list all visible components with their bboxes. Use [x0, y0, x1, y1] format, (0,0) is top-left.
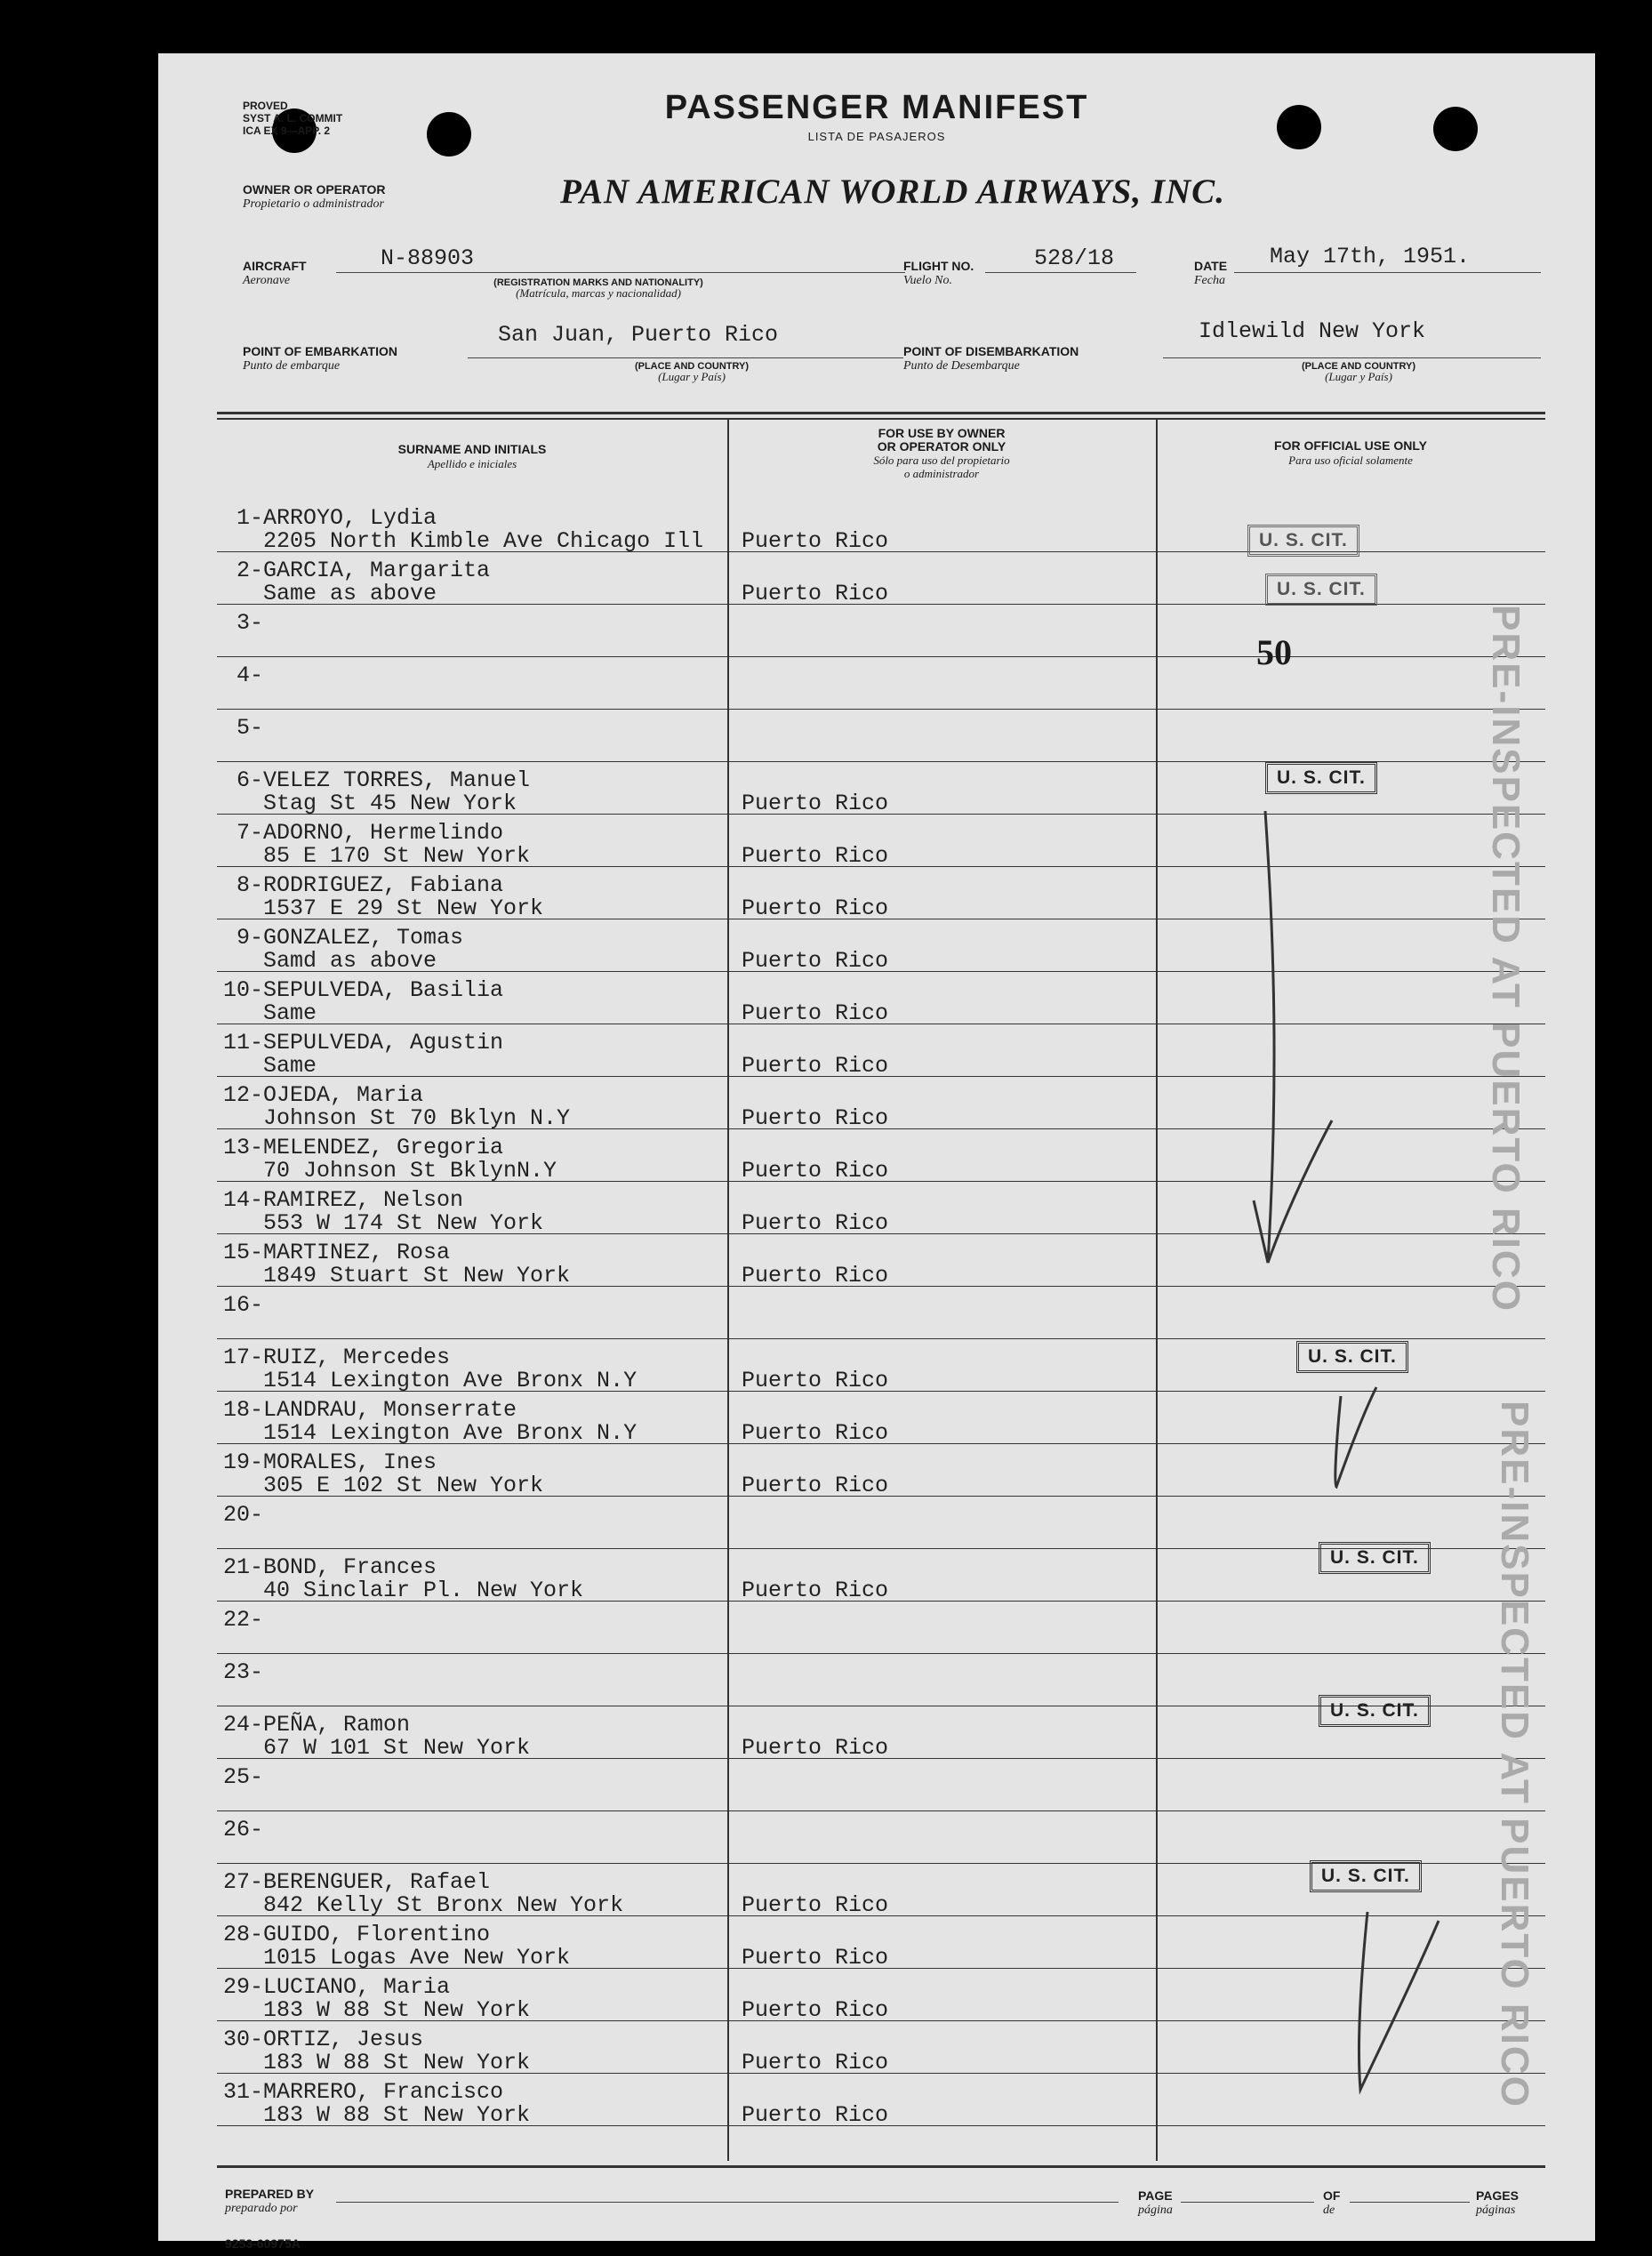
table-row [158, 1916, 1595, 1969]
passenger-origin: Puerto Rico [742, 948, 889, 974]
row-number: 12- [222, 1082, 263, 1108]
passenger-name: RUIZ, Mercedes [263, 1345, 451, 1370]
table-row [158, 605, 1595, 657]
passenger-origin: Puerto Rico [742, 1105, 889, 1131]
table-top-rule [217, 412, 1545, 414]
row-number: 11- [222, 1030, 263, 1056]
passenger-address: 85 E 170 St New York [263, 843, 531, 869]
date-value: May 17th, 1951. [1270, 244, 1471, 269]
passenger-address: 1514 Lexington Ave Bronx N.Y [263, 1420, 638, 1446]
table-row [158, 1392, 1595, 1444]
row-number: 31- [222, 2079, 263, 2105]
passenger-address: 2205 North Kimble Ave Chicago Ill [263, 528, 704, 554]
aircraft-label: AIRCRAFT Aeronave [243, 259, 307, 287]
table-row [158, 552, 1595, 605]
table-row [158, 1759, 1595, 1811]
page-title: PASSENGER MANIFEST [664, 89, 1089, 126]
page-label: PAGE página [1138, 2188, 1173, 2217]
row-number: 8- [236, 872, 263, 898]
company-name: PAN AMERICAN WORLD AIRWAYS, INC. [560, 173, 1225, 211]
passenger-address: 1015 Logas Ave New York [263, 1945, 571, 1971]
row-number: 21- [222, 1554, 263, 1580]
row-number: 28- [222, 1922, 263, 1947]
embarkation-label: POINT OF EMBARKATION Punto de embarque [243, 344, 397, 373]
table-row [158, 1811, 1595, 1864]
form-number: 9253-60975A [225, 2236, 301, 2251]
passenger-name: LUCIANO, Maria [263, 1974, 451, 2000]
passenger-address: 183 W 88 St New York [263, 1997, 531, 2023]
passenger-address: Samd as above [263, 948, 437, 974]
passenger-name: BOND, Frances [263, 1554, 437, 1580]
embarkation-place-note: (PLACE AND COUNTRY) (Lugar y País) [634, 361, 750, 383]
us-citizen-stamp: U. S. CIT. [1310, 1860, 1422, 1892]
flight-value: 528/18 [1034, 245, 1115, 271]
disembarkation-label: POINT OF DISEMBARKATION Punto de Desembarque [903, 344, 1079, 373]
row-number: 23- [222, 1659, 263, 1685]
passenger-origin: Puerto Rico [742, 791, 889, 816]
row-number: 30- [222, 2027, 263, 2052]
passenger-name: MELENDEZ, Gregoria [263, 1135, 504, 1160]
passenger-origin: Puerto Rico [742, 1158, 889, 1184]
passenger-name: ORTIZ, Jesus [263, 2027, 424, 2052]
name-column-header: SURNAME AND INITIALS Apellido e iniciales [397, 442, 547, 470]
field-line [1181, 2202, 1314, 2203]
passenger-address: Johnson St 70 Bklyn N.Y [263, 1105, 571, 1131]
passenger-origin: Puerto Rico [742, 1210, 889, 1236]
field-line [468, 357, 903, 358]
table-row [158, 919, 1595, 972]
us-citizen-stamp: U. S. CIT. [1265, 574, 1377, 606]
us-citizen-stamp: U. S. CIT. [1296, 1341, 1408, 1373]
row-number: 15- [222, 1240, 263, 1265]
passenger-origin: Puerto Rico [742, 1473, 889, 1498]
table-row [158, 500, 1595, 552]
row-number: 6- [236, 767, 263, 793]
row-number: 17- [222, 1345, 263, 1370]
passenger-address: 1514 Lexington Ave Bronx N.Y [263, 1368, 638, 1393]
disembarkation-place-note: (PLACE AND COUNTRY) (Lugar y País) [1301, 361, 1416, 383]
passenger-name: SEPULVEDA, Agustin [263, 1030, 504, 1056]
passenger-address: 842 Kelly St Bronx New York [263, 1892, 624, 1918]
row-number: 24- [222, 1712, 263, 1738]
row-number: 26- [222, 1817, 263, 1843]
table-row [158, 2021, 1595, 2074]
table-row [158, 1969, 1595, 2021]
table-row [158, 1234, 1595, 1287]
row-number: 18- [222, 1397, 263, 1423]
table-row [158, 1024, 1595, 1077]
table-row [158, 710, 1595, 762]
pages-label: PAGES páginas [1476, 2188, 1519, 2217]
passenger-name: ARROYO, Lydia [263, 505, 437, 531]
passenger-origin: Puerto Rico [742, 528, 889, 554]
row-number: 14- [222, 1187, 263, 1213]
us-citizen-stamp: U. S. CIT. [1319, 1695, 1431, 1727]
row-number: 4- [236, 662, 263, 688]
passenger-origin: Puerto Rico [742, 1263, 889, 1289]
row-number: 2- [236, 558, 263, 583]
flight-label: FLIGHT NO. Vuelo No. [903, 259, 974, 287]
passenger-address: 183 W 88 St New York [263, 2050, 531, 2075]
passenger-origin: Puerto Rico [742, 2050, 889, 2075]
row-number: 20- [222, 1502, 263, 1528]
passenger-address: Same as above [263, 581, 437, 606]
passenger-address: 40 Sinclair Pl. New York [263, 1578, 584, 1603]
passenger-origin: Puerto Rico [742, 1997, 889, 2023]
disembarkation-value: Idlewild New York [1199, 318, 1426, 344]
row-number: 27- [222, 1869, 263, 1895]
passenger-name: RAMIREZ, Nelson [263, 1187, 464, 1213]
passenger-address: 1537 E 29 St New York [263, 895, 544, 921]
passenger-address: 67 W 101 St New York [263, 1735, 531, 1761]
approval-note: PROVED SYST A. L. COMMIT ICA EX 9—APP. 2 [243, 100, 343, 137]
passenger-address: 70 Johnson St BklynN.Y [263, 1158, 557, 1184]
passenger-address: Same [263, 1053, 317, 1079]
owner-label: OWNER OR OPERATOR Propietario o administrador [243, 182, 386, 211]
of-label: OF de [1323, 2188, 1341, 2217]
manifest-sheet [158, 53, 1595, 2251]
passenger-origin: Puerto Rico [742, 1053, 889, 1079]
footer-rule [217, 2165, 1545, 2168]
passenger-name: GUIDO, Florentino [263, 1922, 491, 1947]
table-row [158, 815, 1595, 867]
field-line [985, 272, 1136, 273]
passenger-address: 305 E 102 St New York [263, 1473, 544, 1498]
row-number: 13- [222, 1135, 263, 1160]
passenger-origin: Puerto Rico [742, 1578, 889, 1603]
passenger-name: OJEDA, Maria [263, 1082, 424, 1108]
passenger-name: MARRERO, Francisco [263, 2079, 504, 2105]
passenger-name: GARCIA, Margarita [263, 558, 491, 583]
page-subtitle: LISTA DE PASAJEROS [807, 130, 946, 143]
row-number: 5- [236, 715, 263, 741]
count-mark: 50 [1256, 632, 1292, 672]
row-number: 29- [222, 1974, 263, 2000]
pre-inspected-stamp: PRE-INSPECTED AT PUERTO RICO [1493, 1401, 1536, 2108]
passenger-origin: Puerto Rico [742, 1420, 889, 1446]
field-line [336, 2202, 1119, 2203]
date-label: DATE Fecha [1194, 259, 1228, 287]
field-line [1350, 2202, 1470, 2203]
passenger-origin: Puerto Rico [742, 1735, 889, 1761]
table-row [158, 1602, 1595, 1654]
registration-note: (REGISTRATION MARKS AND NATIONALITY) (Matrícula, marcas y nacionalidad) [493, 277, 703, 300]
field-line [1163, 357, 1541, 358]
row-number: 1- [236, 505, 263, 531]
passenger-name: ADORNO, Hermelindo [263, 820, 504, 846]
table-row [158, 867, 1595, 919]
row-number: 10- [222, 977, 263, 1003]
pre-inspected-stamp: PRE-INSPECTED AT PUERTO RICO [1484, 605, 1528, 1313]
row-number: 3- [236, 610, 263, 636]
passenger-name: MARTINEZ, Rosa [263, 1240, 451, 1265]
aircraft-value: N-88903 [381, 245, 475, 271]
passenger-name: SEPULVEDA, Basilia [263, 977, 504, 1003]
table-row [158, 972, 1595, 1024]
row-number: 25- [222, 1764, 263, 1790]
passenger-name: MORALES, Ines [263, 1449, 437, 1475]
table-row [158, 1444, 1595, 1497]
row-number: 9- [236, 925, 263, 951]
passenger-address: Stag St 45 New York [263, 791, 517, 816]
row-number: 16- [222, 1292, 263, 1318]
owner-column-header: FOR USE BY OWNER OR OPERATOR ONLY Sólo para uso del propietario o administrador [873, 426, 1010, 480]
passenger-origin: Puerto Rico [742, 1368, 889, 1393]
passenger-name: BERENGUER, Rafael [263, 1869, 491, 1895]
table-row [158, 2074, 1595, 2126]
field-line [336, 272, 905, 273]
table-row [158, 657, 1595, 710]
table-row [158, 1182, 1595, 1234]
passenger-origin: Puerto Rico [742, 1000, 889, 1026]
table-row [158, 1129, 1595, 1182]
table-row [158, 762, 1595, 815]
passenger-address: 553 W 174 St New York [263, 1210, 544, 1236]
passenger-name: VELEZ TORRES, Manuel [263, 767, 531, 793]
passenger-address: 183 W 88 St New York [263, 2102, 531, 2128]
passenger-name: PEÑA, Ramon [263, 1712, 411, 1738]
row-number: 19- [222, 1449, 263, 1475]
field-line [1234, 272, 1541, 273]
prepared-by-label: PREPARED BY preparado por [225, 2187, 315, 2215]
passenger-origin: Puerto Rico [742, 843, 889, 869]
us-citizen-stamp: U. S. CIT. [1265, 762, 1377, 794]
passenger-origin: Puerto Rico [742, 1892, 889, 1918]
table-row [158, 1077, 1595, 1129]
embarkation-value: San Juan, Puerto Rico [498, 322, 779, 348]
passenger-name: RODRIGUEZ, Fabiana [263, 872, 504, 898]
us-citizen-stamp: U. S. CIT. [1247, 525, 1359, 557]
official-column-header: FOR OFFICIAL USE ONLY Para uso oficial solamente [1274, 438, 1427, 467]
passenger-origin: Puerto Rico [742, 1945, 889, 1971]
us-citizen-stamp: U. S. CIT. [1319, 1542, 1431, 1574]
passenger-origin: Puerto Rico [742, 581, 889, 606]
passenger-origin: Puerto Rico [742, 2102, 889, 2128]
row-number: 22- [222, 1607, 263, 1633]
row-number: 7- [236, 820, 263, 846]
passenger-address: 1849 Stuart St New York [263, 1263, 571, 1289]
passenger-origin: Puerto Rico [742, 895, 889, 921]
table-top-rule [217, 418, 1545, 420]
table-row [158, 1287, 1595, 1339]
passenger-name: GONZALEZ, Tomas [263, 925, 464, 951]
passenger-name: LANDRAU, Monserrate [263, 1397, 517, 1423]
passenger-address: Same [263, 1000, 317, 1026]
